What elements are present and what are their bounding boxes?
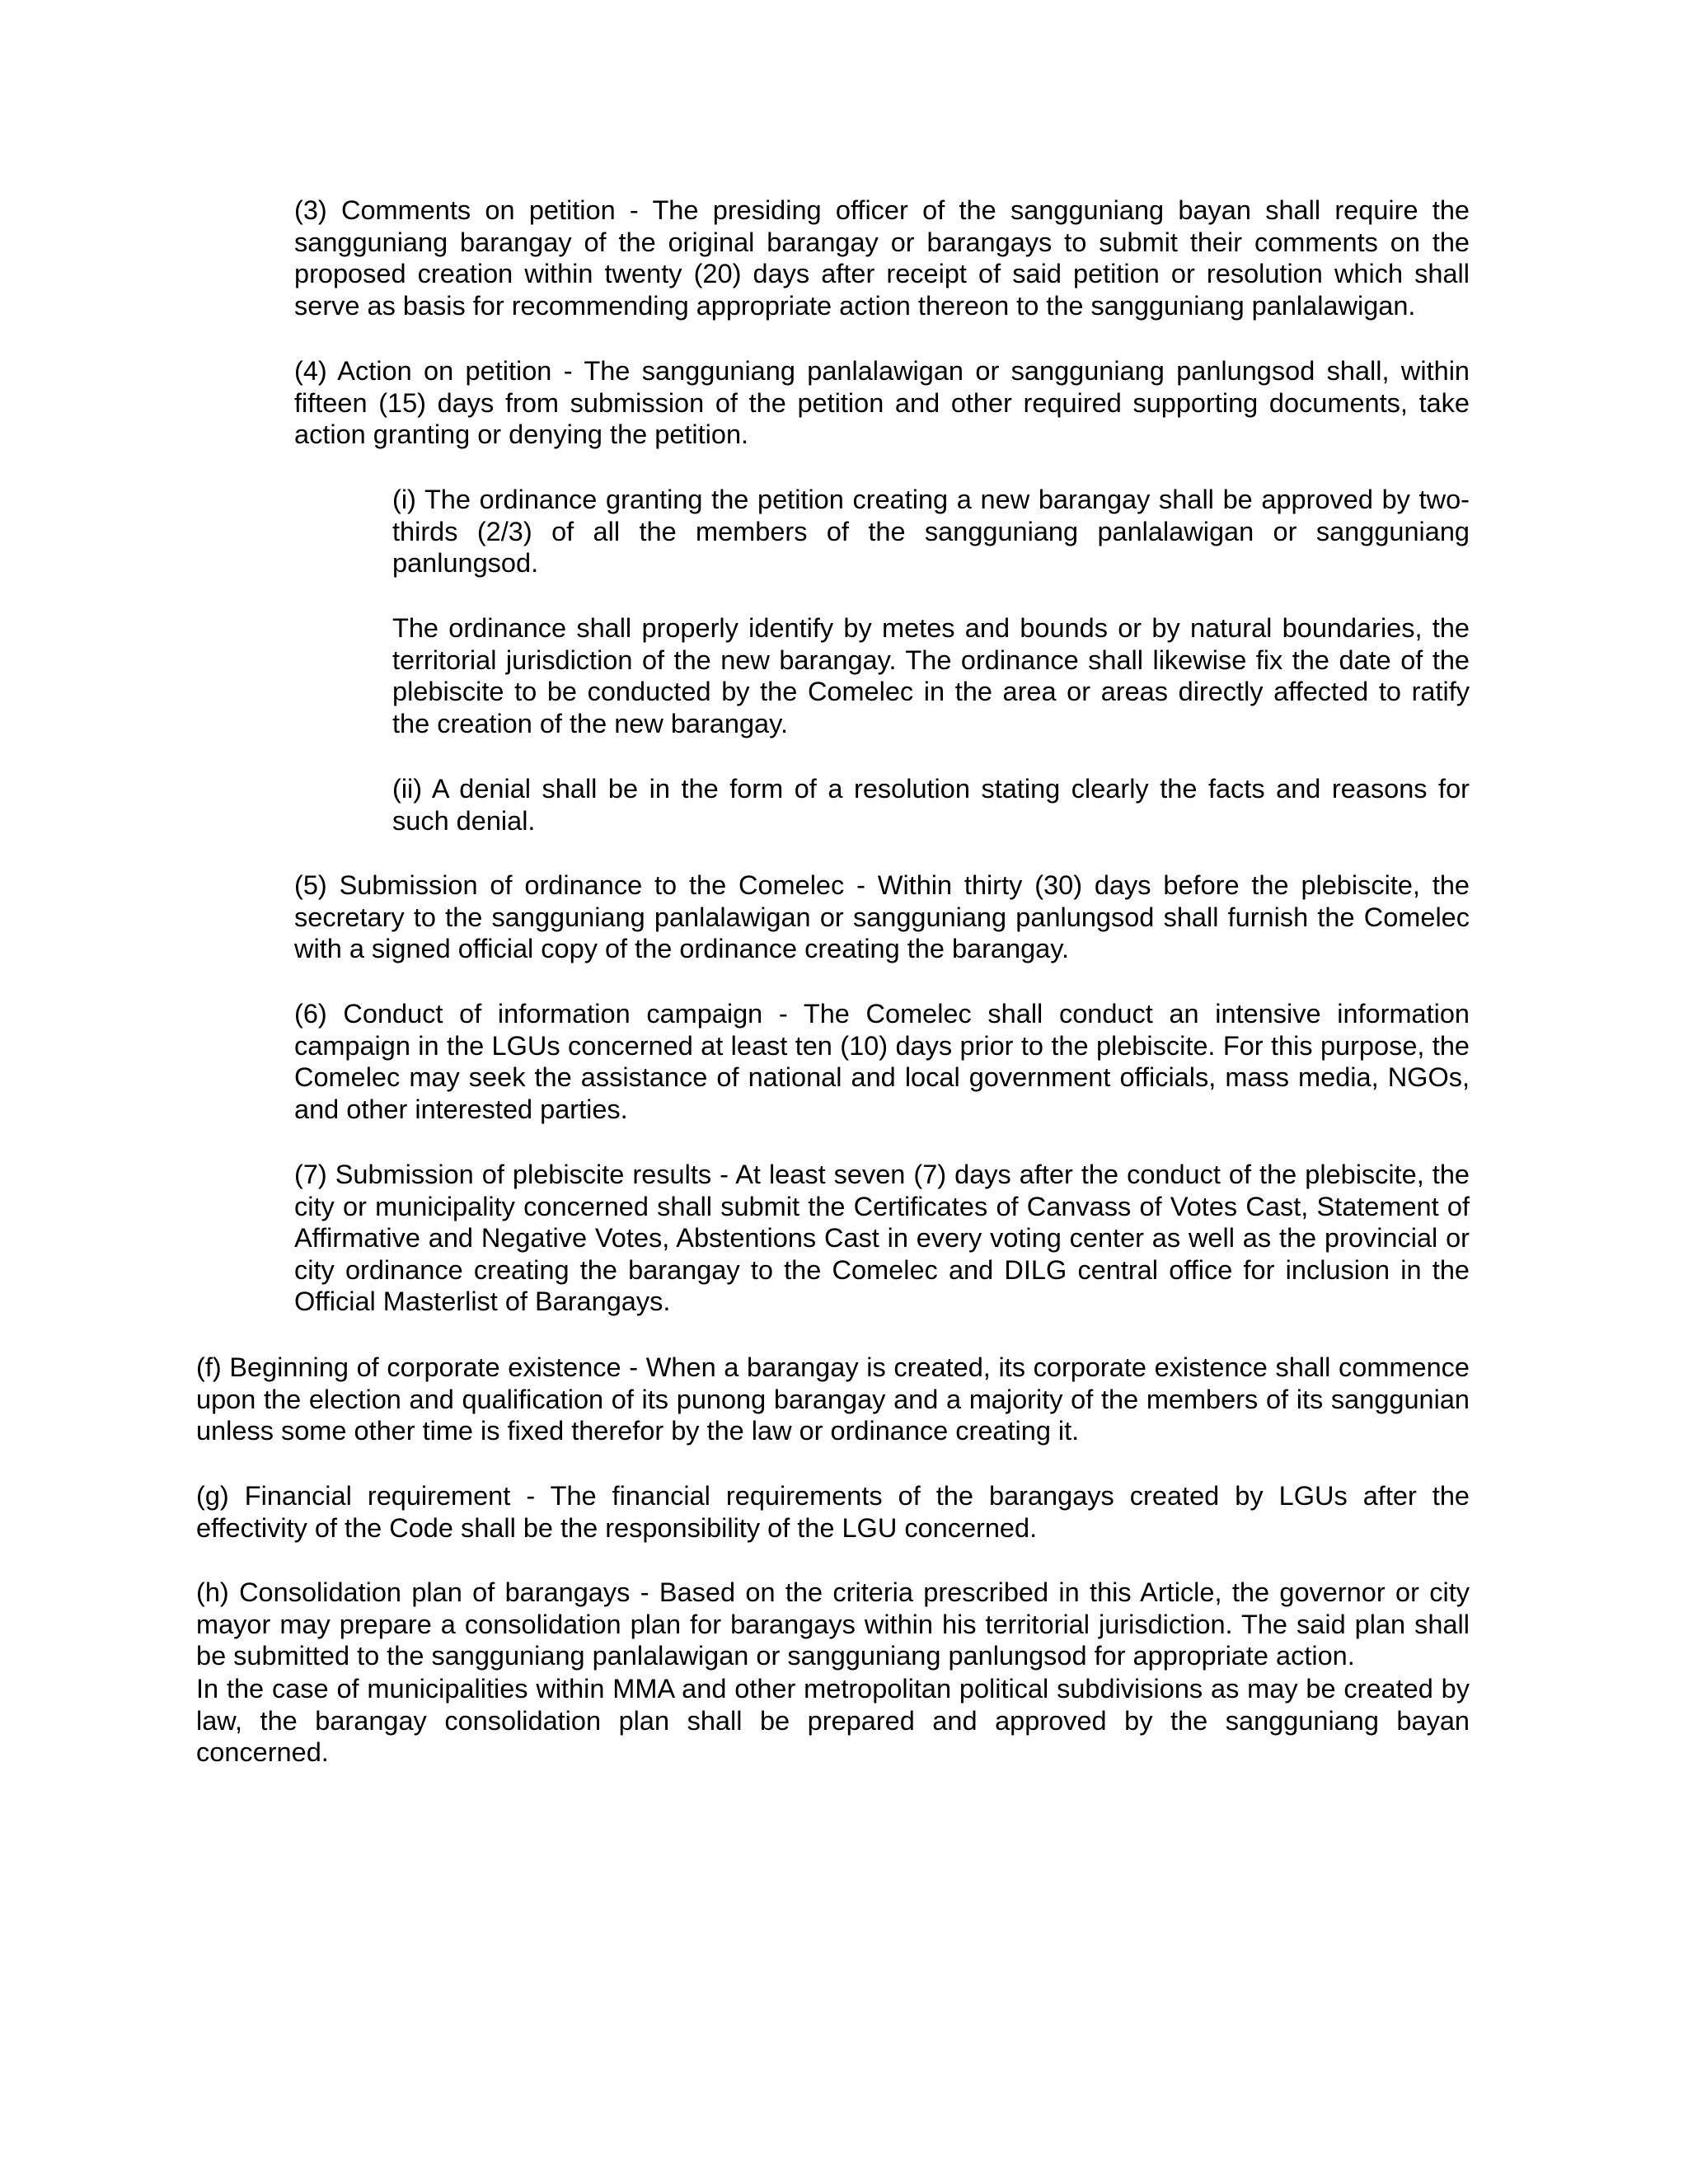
- paragraph-h-mma-consolidation: In the case of municipalities within MMA and other metropolitan political subdivisions as may be created by law, the barangay consolidation plan shall be prepared and approved by the sangguniang bayan concerned.: [196, 1674, 1470, 1768]
- paragraph-3-comments-on-petition: (3) Comments on petition - The presiding officer of the sangguniang bayan shall require the sangguniang barangay of the original barangay or barangays to submit their comments on the proposed creation within twenty (20) days after receipt of said petition or resolution which shall serve as basis for recommending appropriate action thereon to the sangguniang panlalawigan.: [294, 195, 1470, 321]
- paragraph-7-plebiscite-results: (7) Submission of plebiscite results - At least seven (7) days after the conduct of the plebiscite, the city or municipality concerned shall submit the Certificates of Canvass of Votes Cast, Statement of Affirmative and Negative Votes, Abstentions Cast in every voting center as well as the provincial or city ordinance creating the barangay to the Comelec and DILG central office for inclusion in the Official Masterlist of Barangays.: [294, 1160, 1470, 1317]
- paragraph-4-action-on-petition: (4) Action on petition - The sangguniang panlalawigan or sangguniang panlungsod shall, within fifteen (15) days from submission of the petition and other required supporting documents, take action granting or denying the petition.: [294, 356, 1470, 450]
- paragraph-4-ii-denial: (ii) A denial shall be in the form of a resolution stating clearly the facts and reasons for such denial.: [392, 774, 1470, 836]
- paragraph-4-i-ordinance-approval: (i) The ordinance granting the petition creating a new barangay shall be approved by two-thirds (2/3) of all the members of the sangguniang panlalawigan or sangguniang panlungsod.: [392, 485, 1470, 579]
- paragraph-h-consolidation-plan: (h) Consolidation plan of barangays - Based on the criteria prescribed in this Article, the governor or city mayor may prepare a consolidation plan for barangays within his territorial jurisdiction. The said plan shall be submitted to the sangguniang panlalawigan or sangguniang panlungsod for appropriate action.: [196, 1577, 1470, 1671]
- paragraph-4-i-ordinance-boundaries: The ordinance shall properly identify by metes and bounds or by natural boundaries, the territorial jurisdiction of the new barangay. The ordinance shall likewise fix the date of the plebiscite to be conducted by the Comelec in the area or areas directly affected to ratify the creation of the new barangay.: [392, 613, 1470, 738]
- paragraph-5-submission-to-comelec: (5) Submission of ordinance to the Comelec - Within thirty (30) days before the plebiscite, the secretary to the sangguniang panlalawigan or sangguniang panlungsod shall furnish the Comelec with a signed official copy of the ordinance creating the barangay.: [294, 870, 1470, 964]
- paragraph-6-information-campaign: (6) Conduct of information campaign - The Comelec shall conduct an intensive information campaign in the LGUs concerned at least ten (10) days prior to the plebiscite. For this purpose, the Comelec may seek the assistance of national and local government officials, mass media, NGOs, and other interested parties.: [294, 999, 1470, 1124]
- paragraph-f-corporate-existence: (f) Beginning of corporate existence - When a barangay is created, its corporate existence shall commence upon the election and qualification of its punong barangay and a majority of the members of its sanggunian unless some other time is fixed therefor by the law or ordinance creating it.: [196, 1352, 1470, 1446]
- paragraph-g-financial-requirement: (g) Financial requirement - The financial requirements of the barangays created by LGUs after the effectivity of the Code shall be the responsibility of the LGU concerned.: [196, 1481, 1470, 1543]
